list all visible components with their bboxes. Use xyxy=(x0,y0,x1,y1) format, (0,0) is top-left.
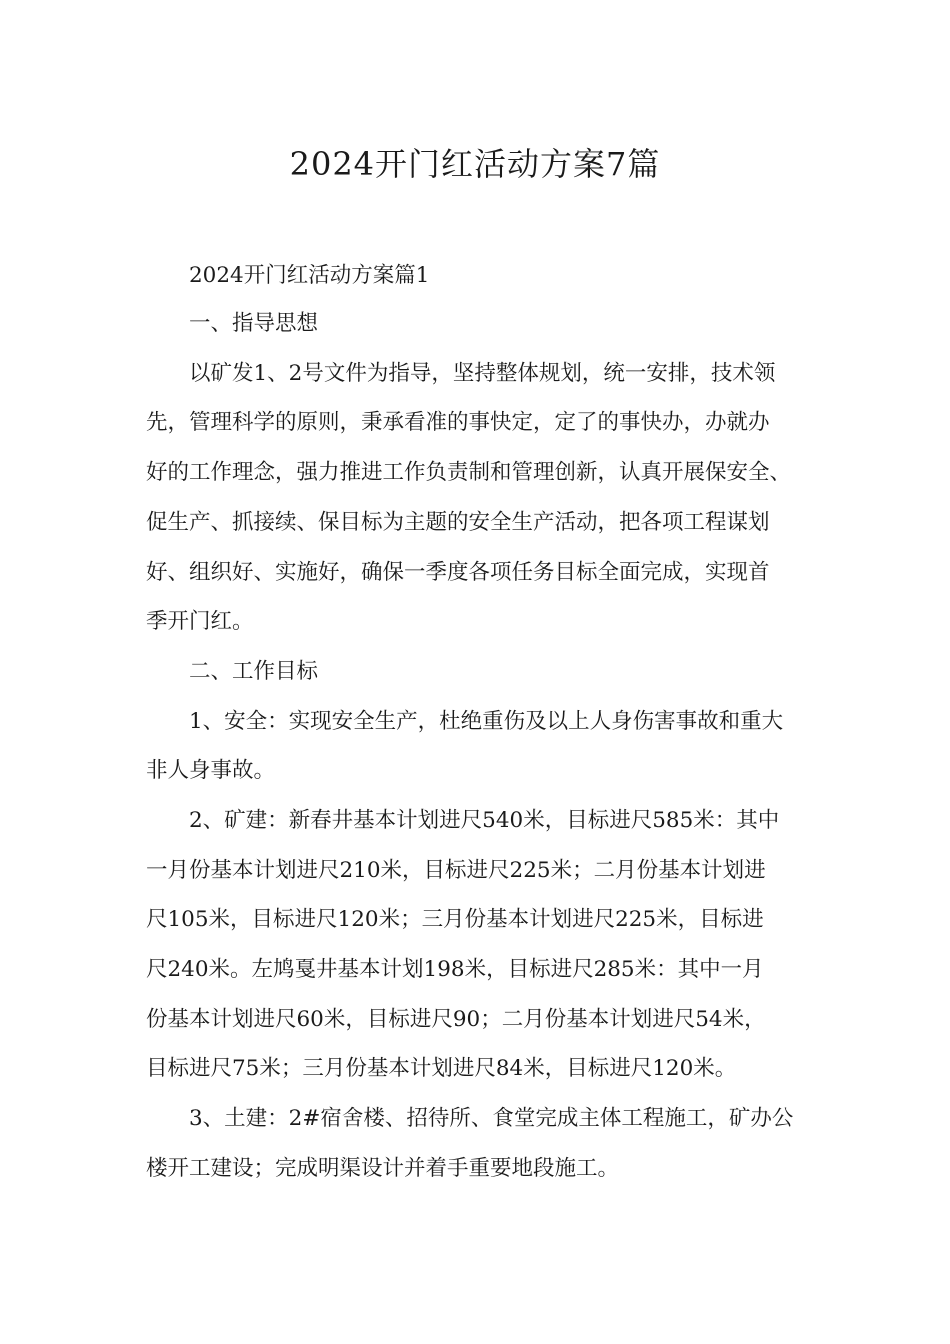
paragraph-line: 尺105米，目标进尺120米；三月份基本计划进尺225米，目标进 xyxy=(146,907,764,932)
paragraph-line: 季开门红。 xyxy=(146,609,254,634)
paragraph-line: 先，管理科学的原则，秉承看准的事快定，定了的事快办，办就办 xyxy=(146,410,770,435)
paragraph-line: 一月份基本计划进尺210米，目标进尺225米；二月份基本计划进 xyxy=(146,858,766,883)
paragraph-line: 2、矿建：新春井基本计划进尺540米，目标进尺585米：其中 xyxy=(189,808,780,833)
document-title: 2024开门红活动方案7篇 xyxy=(289,145,661,183)
paragraph-line: 1、安全：实现安全生产，杜绝重伤及以上人身伤害事故和重大 xyxy=(189,709,784,734)
paragraph-line: 好、组织好、实施好，确保一季度各项任务目标全面完成，实现首 xyxy=(146,560,770,585)
paragraph-line: 尺240米。左鸠戛井基本计划198米，目标进尺285米：其中一月 xyxy=(146,957,764,982)
paragraph-line: 3、土建：2#宿舍楼、招待所、食堂完成主体工程施工，矿办公 xyxy=(189,1106,794,1131)
paragraph-line: 以矿发1、2号文件为指导，坚持整体规划，统一安排，技术领 xyxy=(189,361,776,386)
paragraph-line: 目标进尺75米；三月份基本计划进尺84米，目标进尺120米。 xyxy=(146,1056,737,1081)
section-heading: 2024开门红活动方案篇1 xyxy=(189,263,430,288)
section-heading: 二、工作目标 xyxy=(189,659,319,684)
paragraph-line: 非人身事故。 xyxy=(146,758,276,783)
paragraph-line: 促生产、抓接续、保目标为主题的安全生产活动，把各项工程谋划 xyxy=(146,510,770,535)
paragraph-line: 楼开工建设；完成明渠设计并着手重要地段施工。 xyxy=(146,1156,620,1181)
paragraph-line: 好的工作理念，强力推进工作负责制和管理创新，认真开展保安全、 xyxy=(146,460,792,485)
section-heading: 一、指导思想 xyxy=(189,311,319,336)
paragraph-line: 份基本计划进尺60米，目标进尺90；二月份基本计划进尺54米， xyxy=(146,1007,766,1032)
